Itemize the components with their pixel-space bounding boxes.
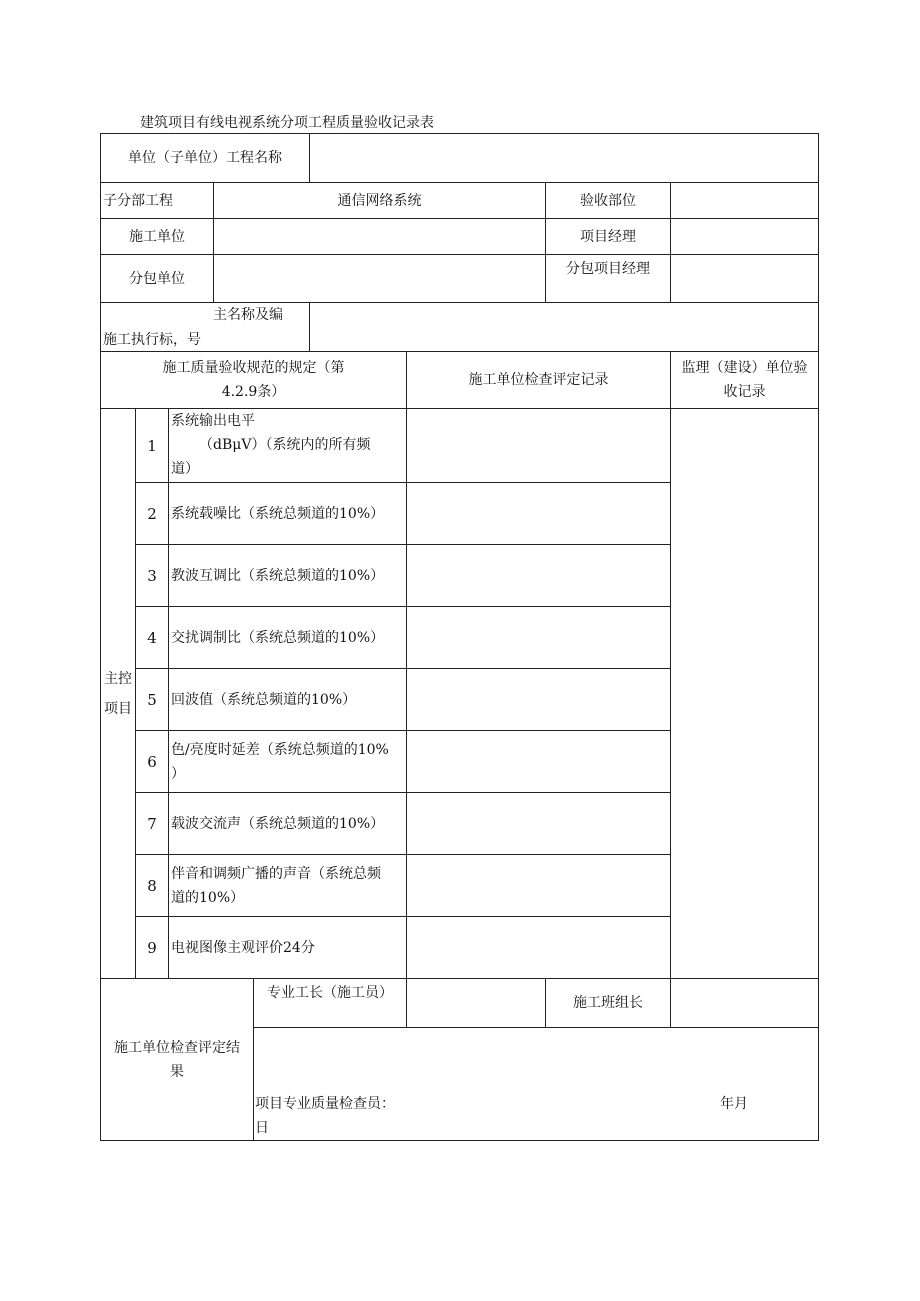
subcontractor-label xyxy=(100,254,214,303)
supervisor-record-field[interactable] xyxy=(670,408,819,979)
team-leader-field[interactable] xyxy=(670,978,819,1028)
main-control-line2: 项目 xyxy=(104,700,132,717)
foreman-label xyxy=(253,978,407,1028)
item-spec-line3: 道） xyxy=(171,461,199,477)
contractor-field[interactable] xyxy=(213,218,546,255)
item-number-text: 2 xyxy=(147,504,157,523)
sub-project-text: 子分部工程 xyxy=(103,192,173,209)
contractor-text: 施工单位 xyxy=(129,228,185,245)
spec-column-header xyxy=(100,351,407,409)
item-number xyxy=(135,916,169,979)
item-spec-line1: 回波值（系统总频道的10%） xyxy=(171,691,357,708)
supervisor-header-line1: 监理（建设）单位验 xyxy=(681,360,808,376)
item-spec xyxy=(168,792,407,855)
main-control-label xyxy=(100,408,136,979)
item-spec-line1: 系统输出电平 xyxy=(171,413,255,429)
spec-header-line1: 施工质量验收规范的规定（第 xyxy=(162,360,345,376)
project-manager-label xyxy=(545,218,671,255)
project-manager-text: 项目经理 xyxy=(580,228,636,245)
spec-header-line2: 4.2.9条） xyxy=(221,384,286,400)
unit-project-name-field[interactable] xyxy=(309,133,819,183)
exec-standard-text-a: 主名称及编 xyxy=(213,307,283,323)
item-number xyxy=(135,854,169,917)
item-spec xyxy=(168,668,407,731)
item-spec-line1: 交扰调制比（系统总频道的10%） xyxy=(171,629,385,646)
check-result-label xyxy=(100,978,254,1141)
exec-standard-field[interactable] xyxy=(309,302,819,352)
item-number xyxy=(135,544,169,607)
item-spec-line1: 载波交流声（系统总频道的10%） xyxy=(171,815,385,832)
item-number-text: 7 xyxy=(147,814,157,833)
acceptance-part-text: 验收部位 xyxy=(580,192,636,209)
item-spec-line1: 色/亮度时延差（系统总频道的10% xyxy=(171,742,389,758)
item-spec-line1: 系统载噪比（系统总频道的10%） xyxy=(171,505,385,522)
item-contractor-record[interactable] xyxy=(406,730,671,793)
foreman-text: 专业工长（施工员） xyxy=(267,985,393,1001)
inspector-label: 项目专业质量检查员： xyxy=(255,1096,395,1112)
unit-project-name-label xyxy=(100,133,310,183)
sub-project-value-text: 通信网络系统 xyxy=(337,192,422,209)
contractor-record-text: 施工单位检查评定记录 xyxy=(468,372,609,388)
unit-project-name-text: 单位（子单位）工程名称 xyxy=(128,150,282,166)
item-contractor-record[interactable] xyxy=(406,916,671,979)
sub-project-manager-field[interactable] xyxy=(670,254,819,303)
item-number xyxy=(135,482,169,545)
check-result-line2: 果 xyxy=(170,1063,184,1080)
team-leader-label xyxy=(545,978,671,1028)
item-number xyxy=(135,668,169,731)
check-result-line1: 施工单位检查评定结 xyxy=(114,1039,240,1056)
item-contractor-record[interactable] xyxy=(406,606,671,669)
date-day: 日 xyxy=(255,1120,269,1136)
item-number xyxy=(135,792,169,855)
acceptance-part-label xyxy=(545,182,671,219)
item-spec xyxy=(168,916,407,979)
exec-standard-label xyxy=(100,302,310,352)
subcontractor-text: 分包单位 xyxy=(129,270,185,287)
supervisor-header-line2: 收记录 xyxy=(723,384,766,400)
item-contractor-record[interactable] xyxy=(406,544,671,607)
item-contractor-record[interactable] xyxy=(406,482,671,545)
acceptance-part-field[interactable] xyxy=(670,182,819,219)
item-number-text: 9 xyxy=(147,938,157,957)
inspector-sign-area[interactable] xyxy=(253,1027,819,1141)
foreman-field[interactable] xyxy=(406,978,546,1028)
item-number-text: 5 xyxy=(147,690,157,709)
form-title: 建筑项目有线电视系统分项工程质量验收记录表 xyxy=(140,115,434,131)
item-number-text: 6 xyxy=(147,752,157,771)
item-number-text: 4 xyxy=(147,628,157,647)
sub-project-value[interactable] xyxy=(213,182,546,219)
item-contractor-record[interactable] xyxy=(406,854,671,917)
item-spec-line2: 道的10%） xyxy=(171,890,245,906)
item-number-text: 8 xyxy=(147,876,157,895)
item-spec-line2: （dBμV）（系统内的所有频 xyxy=(199,437,371,453)
item-spec xyxy=(168,544,407,607)
sub-project-manager-label xyxy=(545,254,671,303)
item-spec-line1: 伴音和调频广播的声音（系统总频 xyxy=(171,866,381,882)
contractor-record-header xyxy=(406,351,671,409)
item-spec-line1: 电视图像主观评价24分 xyxy=(171,939,315,956)
item-spec-line2: ） xyxy=(171,766,185,782)
team-leader-text: 施工班组长 xyxy=(573,995,643,1011)
supervisor-record-header xyxy=(670,351,819,409)
item-number-text: 3 xyxy=(147,566,157,585)
project-manager-field[interactable] xyxy=(670,218,819,255)
exec-standard-text-b: 施工执行标，号 xyxy=(103,332,201,348)
item-contractor-record[interactable] xyxy=(406,408,671,483)
item-number xyxy=(135,606,169,669)
sub-project-manager-text: 分包项目经理 xyxy=(566,261,650,277)
item-spec xyxy=(168,408,407,483)
item-spec xyxy=(168,482,407,545)
contractor-label xyxy=(100,218,214,255)
item-contractor-record[interactable] xyxy=(406,792,671,855)
item-spec xyxy=(168,606,407,669)
item-spec xyxy=(168,854,407,917)
main-control-line1: 主控 xyxy=(104,670,132,687)
item-contractor-record[interactable] xyxy=(406,668,671,731)
subcontractor-field[interactable] xyxy=(213,254,546,303)
item-spec xyxy=(168,730,407,793)
item-number xyxy=(135,730,169,793)
date-year-month: 年月 xyxy=(720,1096,748,1112)
item-spec-line1: 教波互调比（系统总频道的10%） xyxy=(171,567,385,584)
item-number xyxy=(135,408,169,483)
item-number-text: 1 xyxy=(147,436,157,455)
sub-project-label xyxy=(100,182,214,219)
